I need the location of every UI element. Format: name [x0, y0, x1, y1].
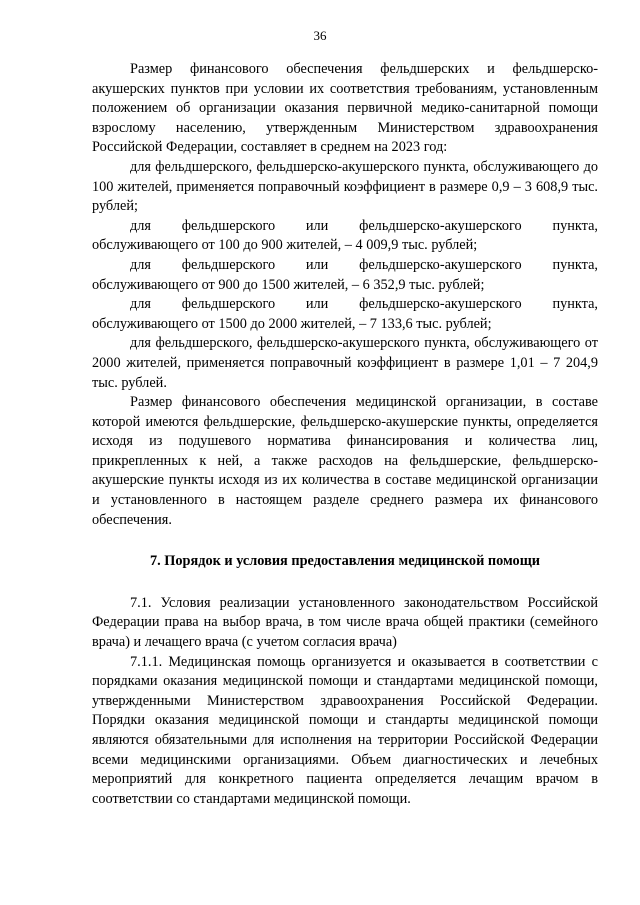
paragraph-100-to-900: для фельдшерского или фельдшерско-акушерского пункта, обслуживающего от 100 до 900 жителей, – 4 009,9 тыс. рублей; [92, 217, 598, 254]
paragraph-900-to-1500: для фельдшерского или фельдшерско-акушерского пункта, обслуживающего от 900 до 1500 жителей, – 6 352,9 тыс. рублей; [92, 256, 598, 293]
page-number: 36 [313, 28, 327, 43]
paragraph-1500-to-2000: для фельдшерского или фельдшерско-акушерского пункта, обслуживающего от 1500 до 2000 жителей, – 7 133,6 тыс. рублей; [92, 296, 598, 332]
paragraph-financing-size: Размер финансового обеспечения фельдшерских и фельдшерско-акушерских пунктов при условии их соответствия требованиям, установленным положением об организации оказания первичной медико-санитарной помощи взрослому населению, утвержденным Министерством здравоохранения Российской Федерации, составляет в среднем на 2023 год: [92, 61, 598, 156]
paragraph-up-to-100: для фельдшерского, фельдшерско-акушерского пункта, обслуживающего до 100 жителей, применяется поправочный коэффициент в размере 0,9 – 3 608,9 тыс. рублей; [92, 158, 598, 215]
paragraph-7-1-1: 7.1.1. Медицинская помощь организуется и оказывается в соответствии с порядками оказания медицинской помощи и стандартами медицинской помощи, утвержденными Министерством здравоохранения Российской Федерации. Порядки оказания медицинской помощи и стандарты медицинской помощи являются обязательными для исполнения на территории Российской Федерации всеми медицинскими организациями. Объем диагностических и лечебных мероприятий для конкретного пациента определяется лечащим врачом в соответствии со стандартами медицинской помощи. [92, 653, 598, 807]
section-title: 7. Порядок и условия предоставления медицинской помощи [149, 553, 541, 570]
paragraph-medical-organization: Размер финансового обеспечения медицинской организации, в составе которой имеются фельдшерские, фельдшерско-акушерские пункты, определяется исходя из подушевого норматива финансирования и количества лиц, прикрепленных к ней, а также расходов на фельдшерские, фельдшерско-акушерские пункты исходя из их количества в составе медицинской организации и установленного в настоящем разделе среднего размера их финансового обеспечения. [92, 394, 598, 528]
paragraph-from-2000: для фельдшерского, фельдшерско-акушерского пункта, обслуживающего от 2000 жителей, применяется поправочный коэффициент в размере 1,01 – 7 204,9 тыс. рублей. [92, 335, 598, 391]
paragraph-7-1: 7.1. Условия реализации установленного законодательством Российской Федерации права на выбор врача, в том числе врача общей практики (семейного врача) и лечащего врача (с учетом согласия врача) [92, 594, 598, 651]
document-body [92, 60, 598, 809]
